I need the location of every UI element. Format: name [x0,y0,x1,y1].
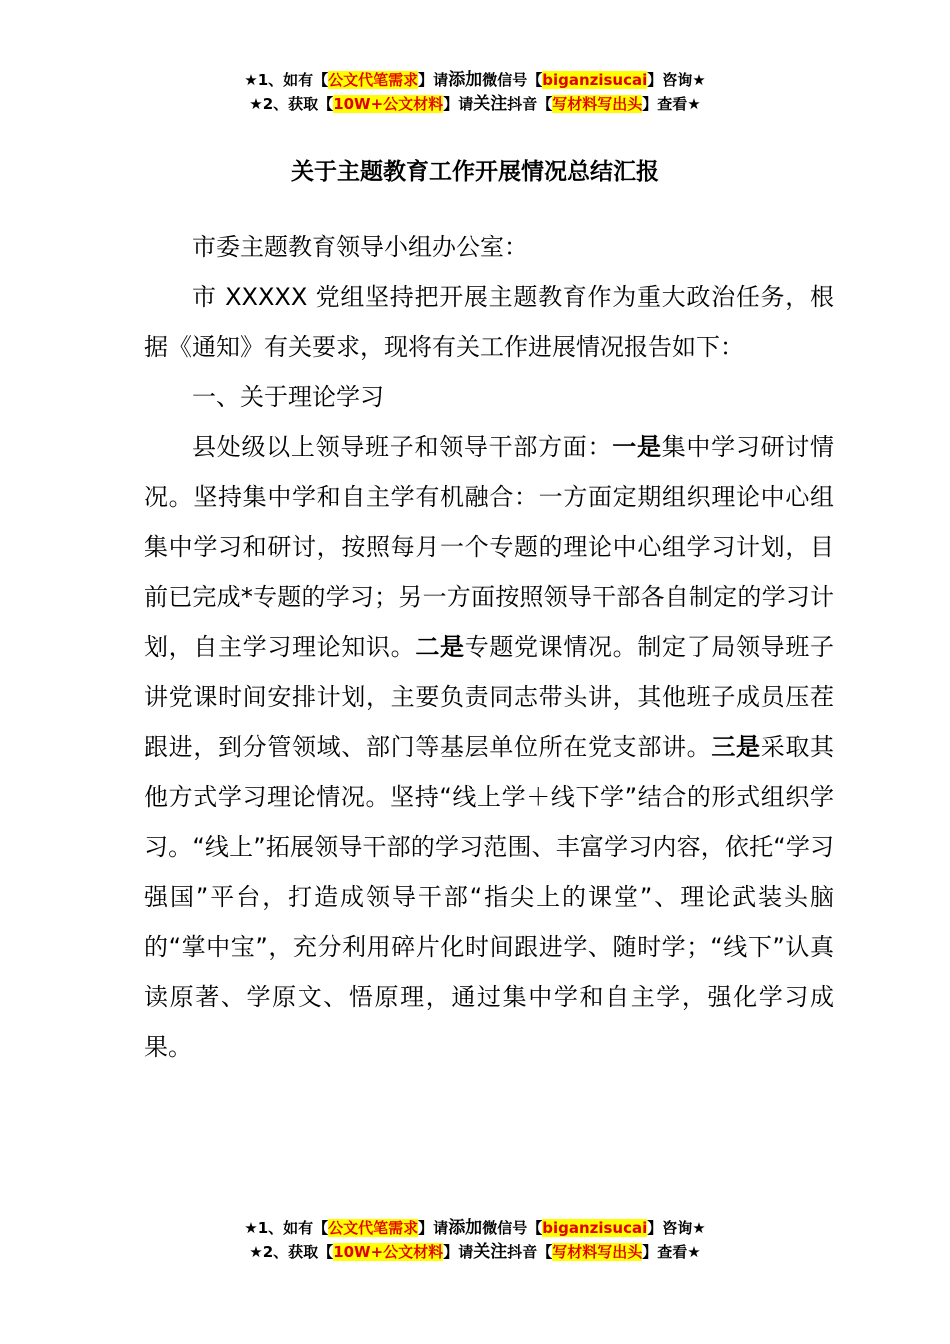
promo-text: 】请 [418,1219,449,1237]
promo-highlight: 10W+公文材料 [333,95,444,113]
promo-line-1 [0,1216,950,1240]
promo-text: ★2、获取【 [249,95,334,113]
bold-marker: 二是 [415,633,465,661]
promo-text: 微信号【 [482,1219,543,1237]
promo-text: 】咨询★ [647,1219,706,1237]
promo-highlight: 公文代笔需求 [328,71,419,89]
promo-line-2 [0,92,950,116]
promo-douyin-id: 写材料写出头 [552,1243,643,1261]
promo-line-1 [0,68,950,92]
promo-wechat-id: biganzisucai [542,71,648,89]
bold-marker: 三是 [711,733,761,761]
header-promo-banner [0,68,950,116]
promo-emphasis: 添加 [448,70,483,90]
document-body [144,222,834,1072]
promo-text: 】请 [418,71,449,89]
promo-emphasis: 添加 [448,1218,483,1238]
section-heading: 一、关于理论学习 [192,383,384,411]
footer-promo-banner [0,1216,950,1264]
promo-wechat-id: biganzisucai [542,1219,648,1237]
promo-emphasis: 关注 [473,94,508,114]
intro-paragraph: 市 XXXXX 党组坚持把开展主题教育作为重大政治任务，根据《通知》有关要求，现将有关工作进展情况报告如下： [144,283,834,361]
promo-text: 抖音【 [507,1243,553,1261]
promo-douyin-id: 写材料写出头 [552,95,643,113]
paragraph-text: 集中学习研讨情况。坚持集中学和自主学有机融合：一方面定期组织理论中心组集中学习和研讨，按照每月一个专题的理论中心组学习计划，目前已完成*专题的学习；另一方面按照领导干部各自制定的学习计划，自主学习理论知识。 [144,433,835,661]
promo-text: 】请 [443,1243,474,1261]
promo-text: 】请 [443,95,474,113]
promo-text: ★2、获取【 [249,1243,334,1261]
document-title: 关于主题教育工作开展情况总结汇报 [291,159,659,185]
promo-text: 微信号【 [482,71,543,89]
bold-marker: 一是 [612,433,662,461]
promo-text: ★1、如有【 [244,71,329,89]
paragraph-text: 采取其他方式学习理论情况。坚持“线上学＋线下学”结合的形式组织学习。“线上”拓展领导干部的学习范围、丰富学习内容，依托“学习强国”平台，打造成领导干部“指尖上的课堂”、理论武装头脑的“掌中宝”，充分利用碎片化时间跟进学、随时学；“线下”认真读原著、学原文、悟原理，通过集中学和自主学，强化学习成果。 [144,733,835,1061]
promo-text: ★1、如有【 [244,1219,329,1237]
promo-highlight: 公文代笔需求 [328,1219,419,1237]
promo-text: 】查看★ [642,1243,701,1261]
promo-highlight: 10W+公文材料 [333,1243,444,1261]
promo-text: 抖音【 [507,95,553,113]
section-paragraph [144,422,834,1072]
paragraph-text: 县处级以上领导班子和领导干部方面： [192,433,613,461]
promo-text: 】咨询★ [647,71,706,89]
promo-text: 】查看★ [642,95,701,113]
promo-emphasis: 关注 [473,1242,508,1262]
salutation: 市委主题教育领导小组办公室： [192,233,528,261]
promo-line-2 [0,1240,950,1264]
paragraph-text: 专题党课情况。制定了局领导班子讲党课时间安排计划，主要负责同志带头讲，其他班子成员压茬跟进，到分管领域、部门等基层单位所在党支部讲。 [144,633,835,761]
